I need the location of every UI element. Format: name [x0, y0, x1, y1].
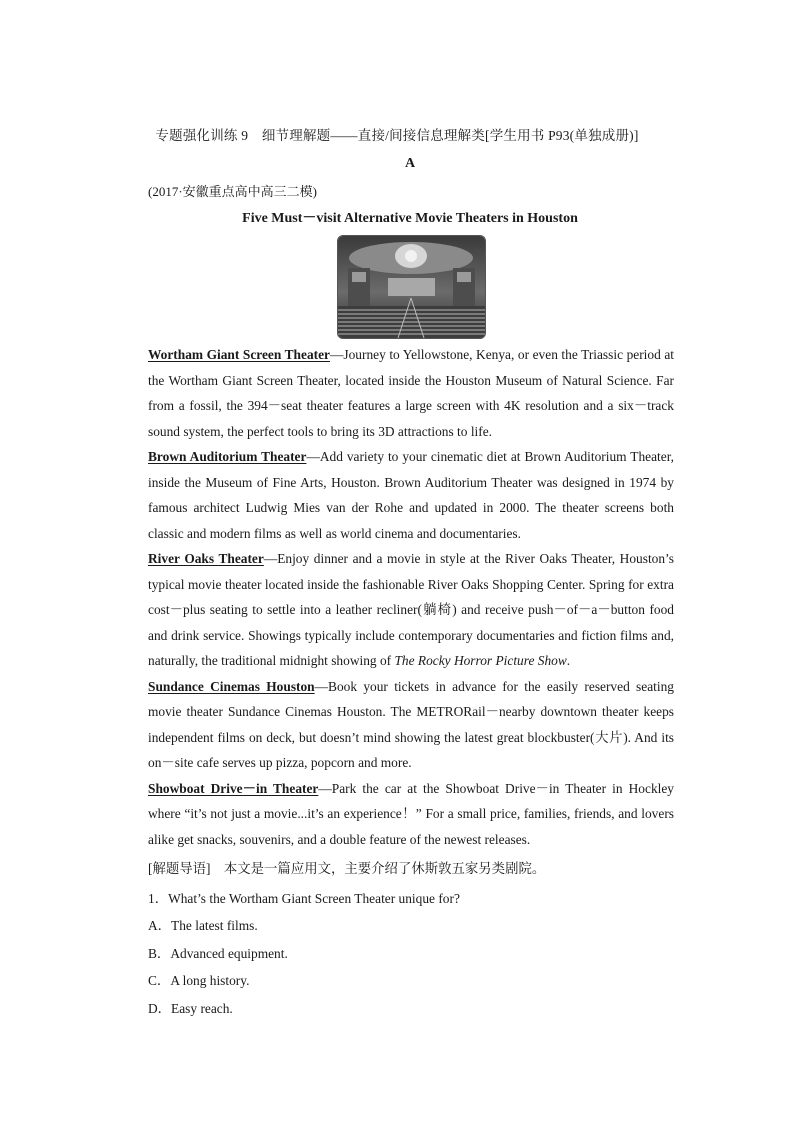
paragraph-text: —Book your tickets in advance for the easily reserved seating movie theater Sundance Cinemas Houston. The METRORail－nearby downtown theater keeps independent films on deck, but doesn’t mind showing the latest great blockbuster(大片). And its on－site cafe serves up pizza, popcorn and more.: [148, 678, 674, 770]
theater-name: Showboat Drive－in Theater: [148, 780, 319, 796]
theater-name: Wortham Giant Screen Theater: [148, 347, 330, 362]
option-a[interactable]: A．The latest films.: [148, 918, 258, 933]
paragraph-text: —Journey to Yellowstone, Kenya, or even the Triassic period at the Wortham Giant Screen Theater, located inside the Houston Museum of Natural Science. Far from a fossil, the 394－seat theater features a large screen with 4K resolution and a six－track sound system, the perfect tools to bring its 3D attractions to life.: [148, 347, 674, 439]
paragraph-sundance: [148, 674, 674, 776]
paragraph-text: —Enjoy dinner and a movie in style at the River Oaks Theater, Houston’s typical movie theater located inside the fashionable River Oaks Shopping Center. Spring for extra cost－plus seating to settle into a leather recliner(躺椅) and receive push－of－a－button food and drink service. Showings typically include contemporary documentaries and fiction films and, naturally, the traditional midnight showing of: [148, 551, 674, 668]
theater-name: Brown Auditorium Theater: [148, 449, 307, 464]
paragraph-river-oaks: [148, 546, 674, 674]
passage-title: Five Must－visit Alternative Movie Theaters in Houston: [242, 211, 578, 226]
theater-photo: [337, 235, 486, 339]
source-note: (2017·安徽重点高中高三二模): [148, 184, 317, 199]
film-title: The Rocky Horror Picture Show: [394, 653, 567, 668]
option-d[interactable]: D．Easy reach.: [148, 1000, 233, 1016]
question-stem: 1．What’s the Wortham Giant Screen Theater unique for?: [148, 890, 460, 906]
section-label: A: [404, 156, 416, 171]
option-c[interactable]: C．A long history.: [148, 973, 250, 988]
passage-body: [148, 342, 674, 1021]
worksheet-header: 专题强化训练 9 细节理解题——直接/间接信息理解类[学生用书 P93(单独成册)]: [155, 128, 639, 143]
guide-note: [解题导语] 本文是一篇应用文，主要介绍了休斯敦五家另类剧院。: [148, 861, 546, 876]
option-b[interactable]: B．Advanced equipment.: [148, 945, 288, 961]
paragraph-tail: .: [566, 653, 571, 668]
theater-name: Sundance Cinemas Houston: [148, 678, 315, 694]
paragraph-text: —Add variety to your cinematic diet at Brown Auditorium Theater, inside the Museum of Fine Arts, Houston. Brown Auditorium Theater was designed in 1974 by famous architect Ludwig Mies van der Rohe and updated in 2000. The theater screens both classic and modern films as well as world cinema and documentaries.: [148, 449, 674, 541]
paragraph-showboat: [148, 776, 674, 853]
paragraph-wortham: [148, 342, 674, 444]
paragraph-text: —Park the car at the Showboat Drive－in Theater in Hockley where “it’s not just a movie...it’s an experience！” For a small price, families, friends, and lovers alike get snacks, souvenirs, and a double feature of the newest releases.: [148, 780, 675, 847]
theater-name: River Oaks Theater: [148, 551, 264, 566]
paragraph-brown: [148, 444, 674, 546]
